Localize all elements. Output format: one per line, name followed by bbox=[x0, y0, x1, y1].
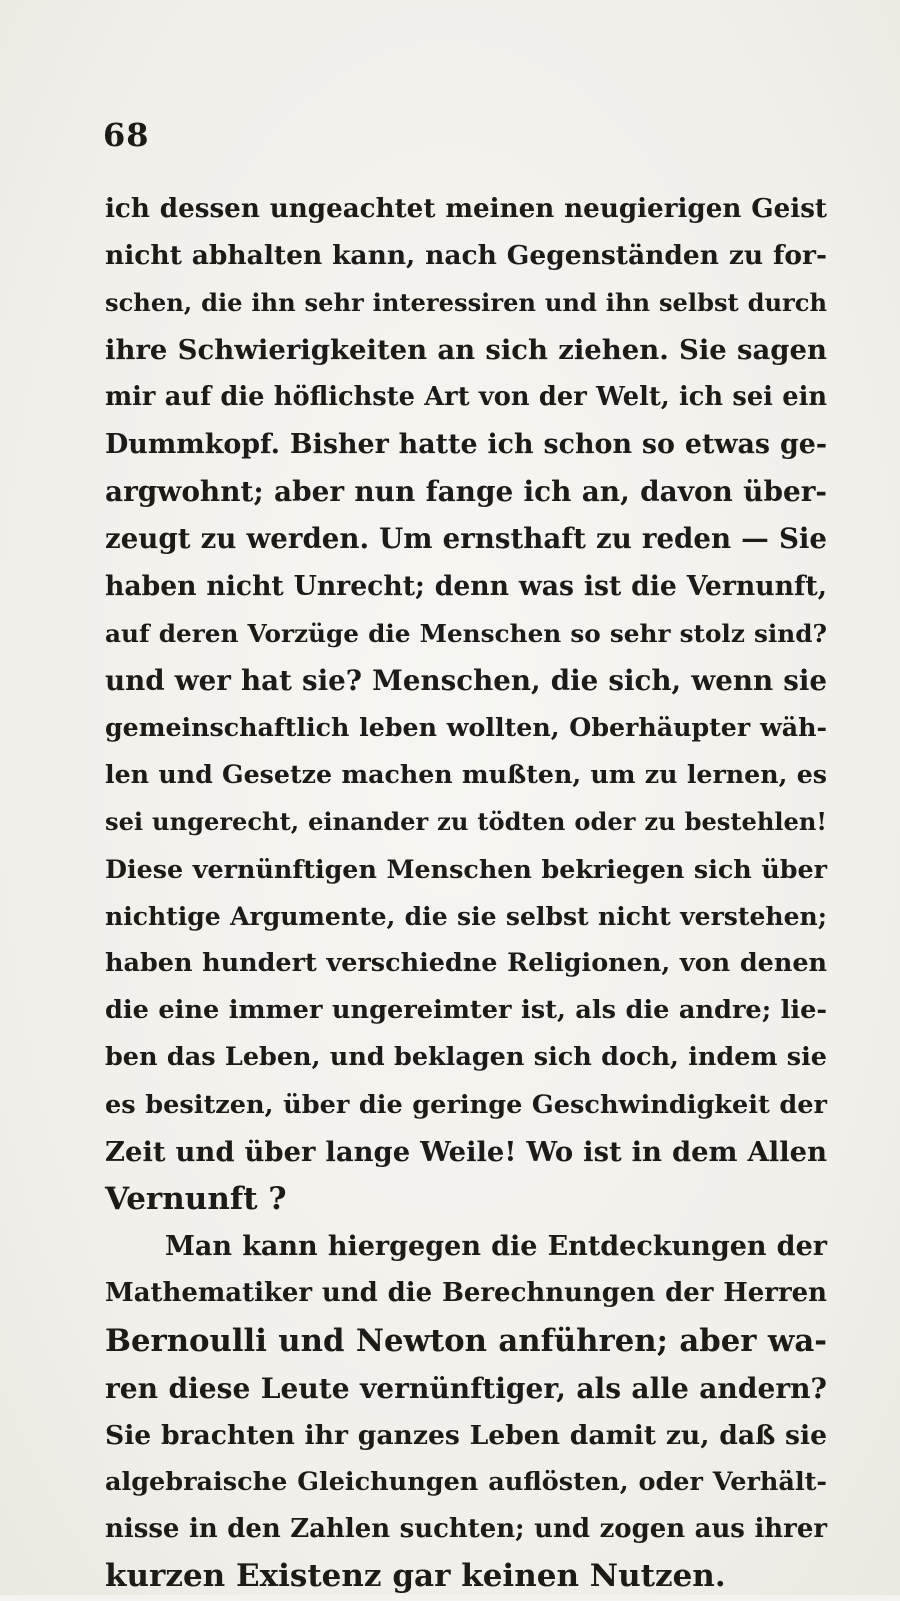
text-line: Sie brachten ihr ganzes Leben damit zu, daß sie bbox=[105, 1419, 827, 1451]
text-line: Zeit und über lange Weile! Wo ist in dem Allen bbox=[105, 1135, 827, 1168]
text-line: es besitzen, über die geringe Geschwindigkeit der bbox=[105, 1089, 827, 1120]
paragraph-1 bbox=[105, 185, 827, 1223]
text-line: Mathematiker und die Berechnungen der Herren bbox=[105, 1278, 827, 1309]
text-line: Vernunft ? bbox=[105, 1180, 287, 1217]
text-line: gemeinschaftlich leben wollten, Oberhäupter wäh- bbox=[105, 712, 827, 743]
text-line: len und Gesetze machen mußten, um zu lernen, es bbox=[105, 759, 827, 790]
text-line: schen, die ihn sehr interessiren und ihn selbst durch bbox=[105, 288, 827, 318]
text-line: ich dessen ungeachtet meinen neugierigen Geist bbox=[105, 193, 827, 224]
text-line: nicht abhalten kann, nach Gegenständen zu for- bbox=[105, 240, 827, 272]
text-line: Bernoulli und Newton anführen; aber wa- bbox=[105, 1322, 827, 1359]
text-line: Dummkopf. Bisher hatte ich schon so etwas ge- bbox=[105, 428, 827, 460]
text-line: ihre Schwierigkeiten an sich ziehen. Sie sagen bbox=[105, 333, 827, 366]
text-line: zeugt zu werden. Um ernsthaft zu reden — Sie bbox=[105, 522, 827, 556]
text-line: nisse in den Zahlen suchten; und zogen aus ihrer bbox=[105, 1514, 827, 1545]
text-line: ren diese Leute vernünftiger, als alle andern? bbox=[105, 1371, 827, 1405]
paragraph-2 bbox=[105, 1223, 827, 1601]
text-line: und wer hat sie? Menschen, die sich, wenn sie bbox=[105, 663, 827, 697]
text-line: Man kann hiergegen die Entdeckungen der bbox=[165, 1231, 827, 1263]
page-number: 68 bbox=[103, 116, 150, 154]
text-line: kurzen Existenz gar keinen Nutzen. bbox=[105, 1558, 726, 1595]
text-line: haben nicht Unrecht; denn was ist die Vernunft, bbox=[105, 570, 827, 602]
text-line: haben hundert verschiedne Religionen, von denen bbox=[105, 948, 827, 978]
text-line: algebraische Gleichungen auflösten, oder Verhält- bbox=[105, 1467, 827, 1498]
text-line: argwohnt; aber nun fange ich an, davon über- bbox=[105, 475, 827, 509]
text-line: sei ungerecht, einander zu tödten oder zu bestehlen! bbox=[105, 807, 827, 837]
body-text bbox=[105, 185, 827, 1601]
text-line: ben das Leben, und beklagen sich doch, indem sie bbox=[105, 1042, 827, 1073]
text-line: mir auf die höflichste Art von der Welt, ich sei ein bbox=[105, 381, 827, 412]
text-line: nichtige Argumente, die sie selbst nicht verstehen; bbox=[105, 900, 827, 931]
text-line: die eine immer ungereimter ist, als die andre; lie- bbox=[105, 995, 827, 1026]
text-line: auf deren Vorzüge die Menschen so sehr stolz sind? bbox=[105, 618, 827, 648]
text-line: Diese vernünftigen Menschen bekriegen sich über bbox=[105, 853, 827, 884]
